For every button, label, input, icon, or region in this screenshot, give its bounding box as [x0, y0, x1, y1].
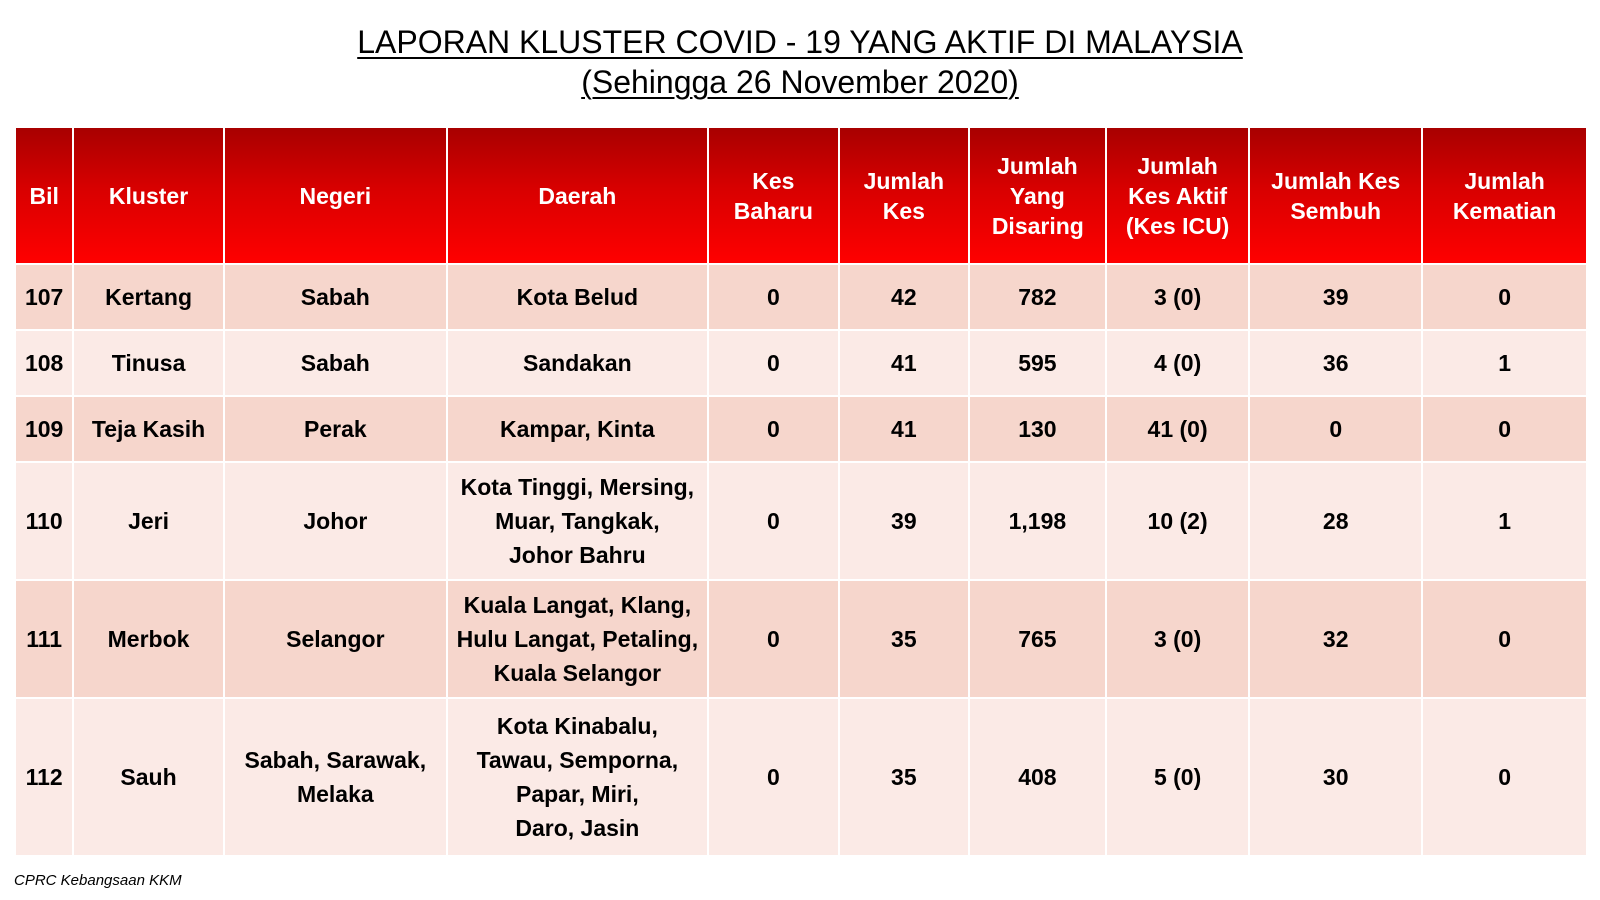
cell-kluster: Teja Kasih: [73, 396, 223, 462]
cell-jumlah-kes: 35: [839, 580, 969, 698]
cell-daerah: Kampar, Kinta: [447, 396, 708, 462]
cell-aktif-icu: 3 (0): [1106, 264, 1249, 330]
column-header-daerah: Daerah: [447, 127, 708, 264]
cell-kes-baharu: 0: [708, 462, 839, 580]
cell-kematian: 1: [1422, 330, 1587, 396]
cell-negeri: Sabah, Sarawak, Melaka: [224, 698, 447, 856]
cell-aktif-icu: 3 (0): [1106, 580, 1249, 698]
cell-kluster: Kertang: [73, 264, 223, 330]
cell-bil: 107: [15, 264, 73, 330]
table-row: [15, 580, 1587, 698]
table-row: [15, 330, 1587, 396]
cell-kematian: 0: [1422, 698, 1587, 856]
cell-disaring: 1,198: [969, 462, 1106, 580]
cell-kes-baharu: 0: [708, 264, 839, 330]
cell-kematian: 0: [1422, 264, 1587, 330]
cell-negeri: Selangor: [224, 580, 447, 698]
cell-kes-baharu: 0: [708, 396, 839, 462]
cell-bil: 111: [15, 580, 73, 698]
cell-daerah: Kota Kinabalu, Tawau, Semporna, Papar, Miri, Daro, Jasin: [447, 698, 708, 856]
cell-sembuh: 30: [1249, 698, 1422, 856]
table-row: [15, 264, 1587, 330]
cell-jumlah-kes: 42: [839, 264, 969, 330]
cell-daerah: Kuala Langat, Klang, Hulu Langat, Petaling, Kuala Selangor: [447, 580, 708, 698]
report-title-line1: LAPORAN KLUSTER COVID - 19 YANG AKTIF DI MALAYSIA: [357, 24, 1243, 60]
cell-bil: 109: [15, 396, 73, 462]
cell-jumlah-kes: 41: [839, 396, 969, 462]
column-header-negeri: Negeri: [224, 127, 447, 264]
cell-kematian: 0: [1422, 396, 1587, 462]
cell-jumlah-kes: 35: [839, 698, 969, 856]
source-note: CPRC Kebangsaan KKM: [14, 872, 182, 889]
column-header-kematian: Jumlah Kematian: [1422, 127, 1587, 264]
cell-sembuh: 32: [1249, 580, 1422, 698]
cell-jumlah-kes: 39: [839, 462, 969, 580]
cell-kematian: 0: [1422, 580, 1587, 698]
table-body: [15, 264, 1587, 856]
cell-aktif-icu: 41 (0): [1106, 396, 1249, 462]
cell-aktif-icu: 5 (0): [1106, 698, 1249, 856]
cell-kes-baharu: 0: [708, 330, 839, 396]
cell-jumlah-kes: 41: [839, 330, 969, 396]
cell-kes-baharu: 0: [708, 580, 839, 698]
column-header-kes-aktif-icu: Jumlah Kes Aktif (Kes ICU): [1106, 127, 1249, 264]
cell-disaring: 595: [969, 330, 1106, 396]
cell-disaring: 130: [969, 396, 1106, 462]
cell-daerah: Sandakan: [447, 330, 708, 396]
table-row: [15, 396, 1587, 462]
cell-aktif-icu: 4 (0): [1106, 330, 1249, 396]
column-header-jumlah-kes: Jumlah Kes: [839, 127, 969, 264]
cell-kes-baharu: 0: [708, 698, 839, 856]
column-header-kes-baharu: Kes Baharu: [708, 127, 839, 264]
cell-kluster: Merbok: [73, 580, 223, 698]
cell-negeri: Sabah: [224, 264, 447, 330]
cluster-table: [14, 126, 1588, 857]
table-header: [15, 127, 1587, 264]
cell-disaring: 765: [969, 580, 1106, 698]
cell-negeri: Perak: [224, 396, 447, 462]
table-row: [15, 698, 1587, 856]
column-header-kes-sembuh: Jumlah Kes Sembuh: [1249, 127, 1422, 264]
cell-sembuh: 28: [1249, 462, 1422, 580]
cell-sembuh: 39: [1249, 264, 1422, 330]
cell-negeri: Sabah: [224, 330, 447, 396]
cell-disaring: 782: [969, 264, 1106, 330]
cell-bil: 108: [15, 330, 73, 396]
cell-sembuh: 0: [1249, 396, 1422, 462]
cell-kluster: Sauh: [73, 698, 223, 856]
cell-bil: 110: [15, 462, 73, 580]
cell-kluster: Tinusa: [73, 330, 223, 396]
cell-negeri: Johor: [224, 462, 447, 580]
cell-disaring: 408: [969, 698, 1106, 856]
column-header-bil: Bil: [15, 127, 73, 264]
column-header-kluster: Kluster: [73, 127, 223, 264]
cell-sembuh: 36: [1249, 330, 1422, 396]
cell-daerah: Kota Belud: [447, 264, 708, 330]
cell-kluster: Jeri: [73, 462, 223, 580]
column-header-jumlah-disaring: Jumlah Yang Disaring: [969, 127, 1106, 264]
cell-kematian: 1: [1422, 462, 1587, 580]
table-row: [15, 462, 1587, 580]
cell-daerah: Kota Tinggi, Mersing, Muar, Tangkak, Johor Bahru: [447, 462, 708, 580]
cell-bil: 112: [15, 698, 73, 856]
report-title: [0, 22, 1600, 102]
report-title-line2: (Sehingga 26 November 2020): [581, 64, 1019, 100]
cell-aktif-icu: 10 (2): [1106, 462, 1249, 580]
